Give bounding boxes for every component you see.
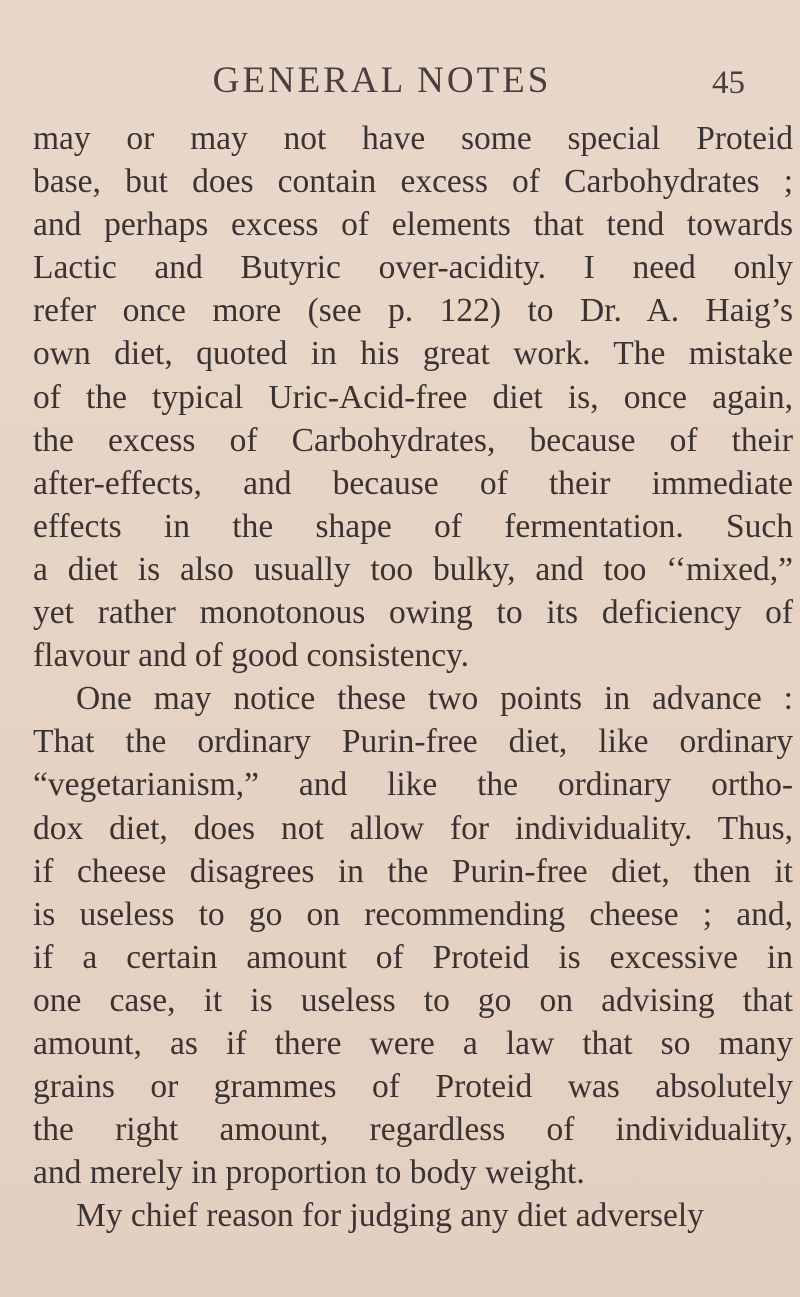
- text-line: after-effects, and because of their immediate: [33, 464, 793, 502]
- text-line: and merely in proportion to body weight.: [33, 1154, 585, 1192]
- text-line: “vegetarianism,” and like the ordinary ortho-: [33, 766, 793, 804]
- text-line: effects in the shape of fermentation. Such: [33, 507, 793, 545]
- text-line: of the typical Uric-Acid-free diet is, once again,: [33, 378, 793, 416]
- text-line: My chief reason for judging any diet adversely: [76, 1197, 704, 1235]
- text-line: may or may not have some special Proteid: [33, 120, 793, 157]
- text-line: yet rather monotonous owing to its deficiency of: [33, 594, 793, 632]
- text-line: One may notice these two points in advance :: [76, 680, 793, 718]
- text-line: own diet, quoted in his great work. The mistake: [33, 335, 793, 373]
- text-line: base, but does contain excess of Carbohydrates ;: [33, 163, 793, 201]
- text-line: the right amount, regardless of individuality,: [33, 1111, 793, 1149]
- text-line: Lactic and Butyric over-acidity. I need only: [33, 249, 793, 287]
- text-line: refer once more (see p. 122) to Dr. A. Haig’s: [33, 292, 793, 330]
- text-line: grains or grammes of Proteid was absolutely: [33, 1068, 793, 1106]
- text-line: the excess of Carbohydrates, because of their: [33, 421, 793, 459]
- running-title: GENERAL NOTES: [212, 60, 552, 101]
- text-line: is useless to go on recommending cheese ; and,: [33, 895, 793, 933]
- text-line: dox diet, does not allow for individuality. Thus,: [33, 809, 793, 847]
- running-head: [0, 56, 800, 106]
- text-line: a diet is also usually too bulky, and too ‘‘mixed,”: [33, 550, 793, 588]
- text-line: flavour and of good consistency.: [33, 637, 470, 675]
- text-line: and perhaps excess of elements that tend towards: [33, 206, 793, 244]
- body-text: [33, 117, 793, 1237]
- page-number: 45: [712, 65, 745, 101]
- text-line: That the ordinary Purin-free diet, like ordinary: [33, 723, 793, 761]
- text-line: one case, it is useless to go on advising that: [33, 981, 793, 1019]
- text-line: if a certain amount of Proteid is excessive in: [33, 938, 793, 976]
- text-line: if cheese disagrees in the Purin-free diet, then it: [33, 852, 793, 890]
- text-line: amount, as if there were a law that so many: [33, 1024, 793, 1062]
